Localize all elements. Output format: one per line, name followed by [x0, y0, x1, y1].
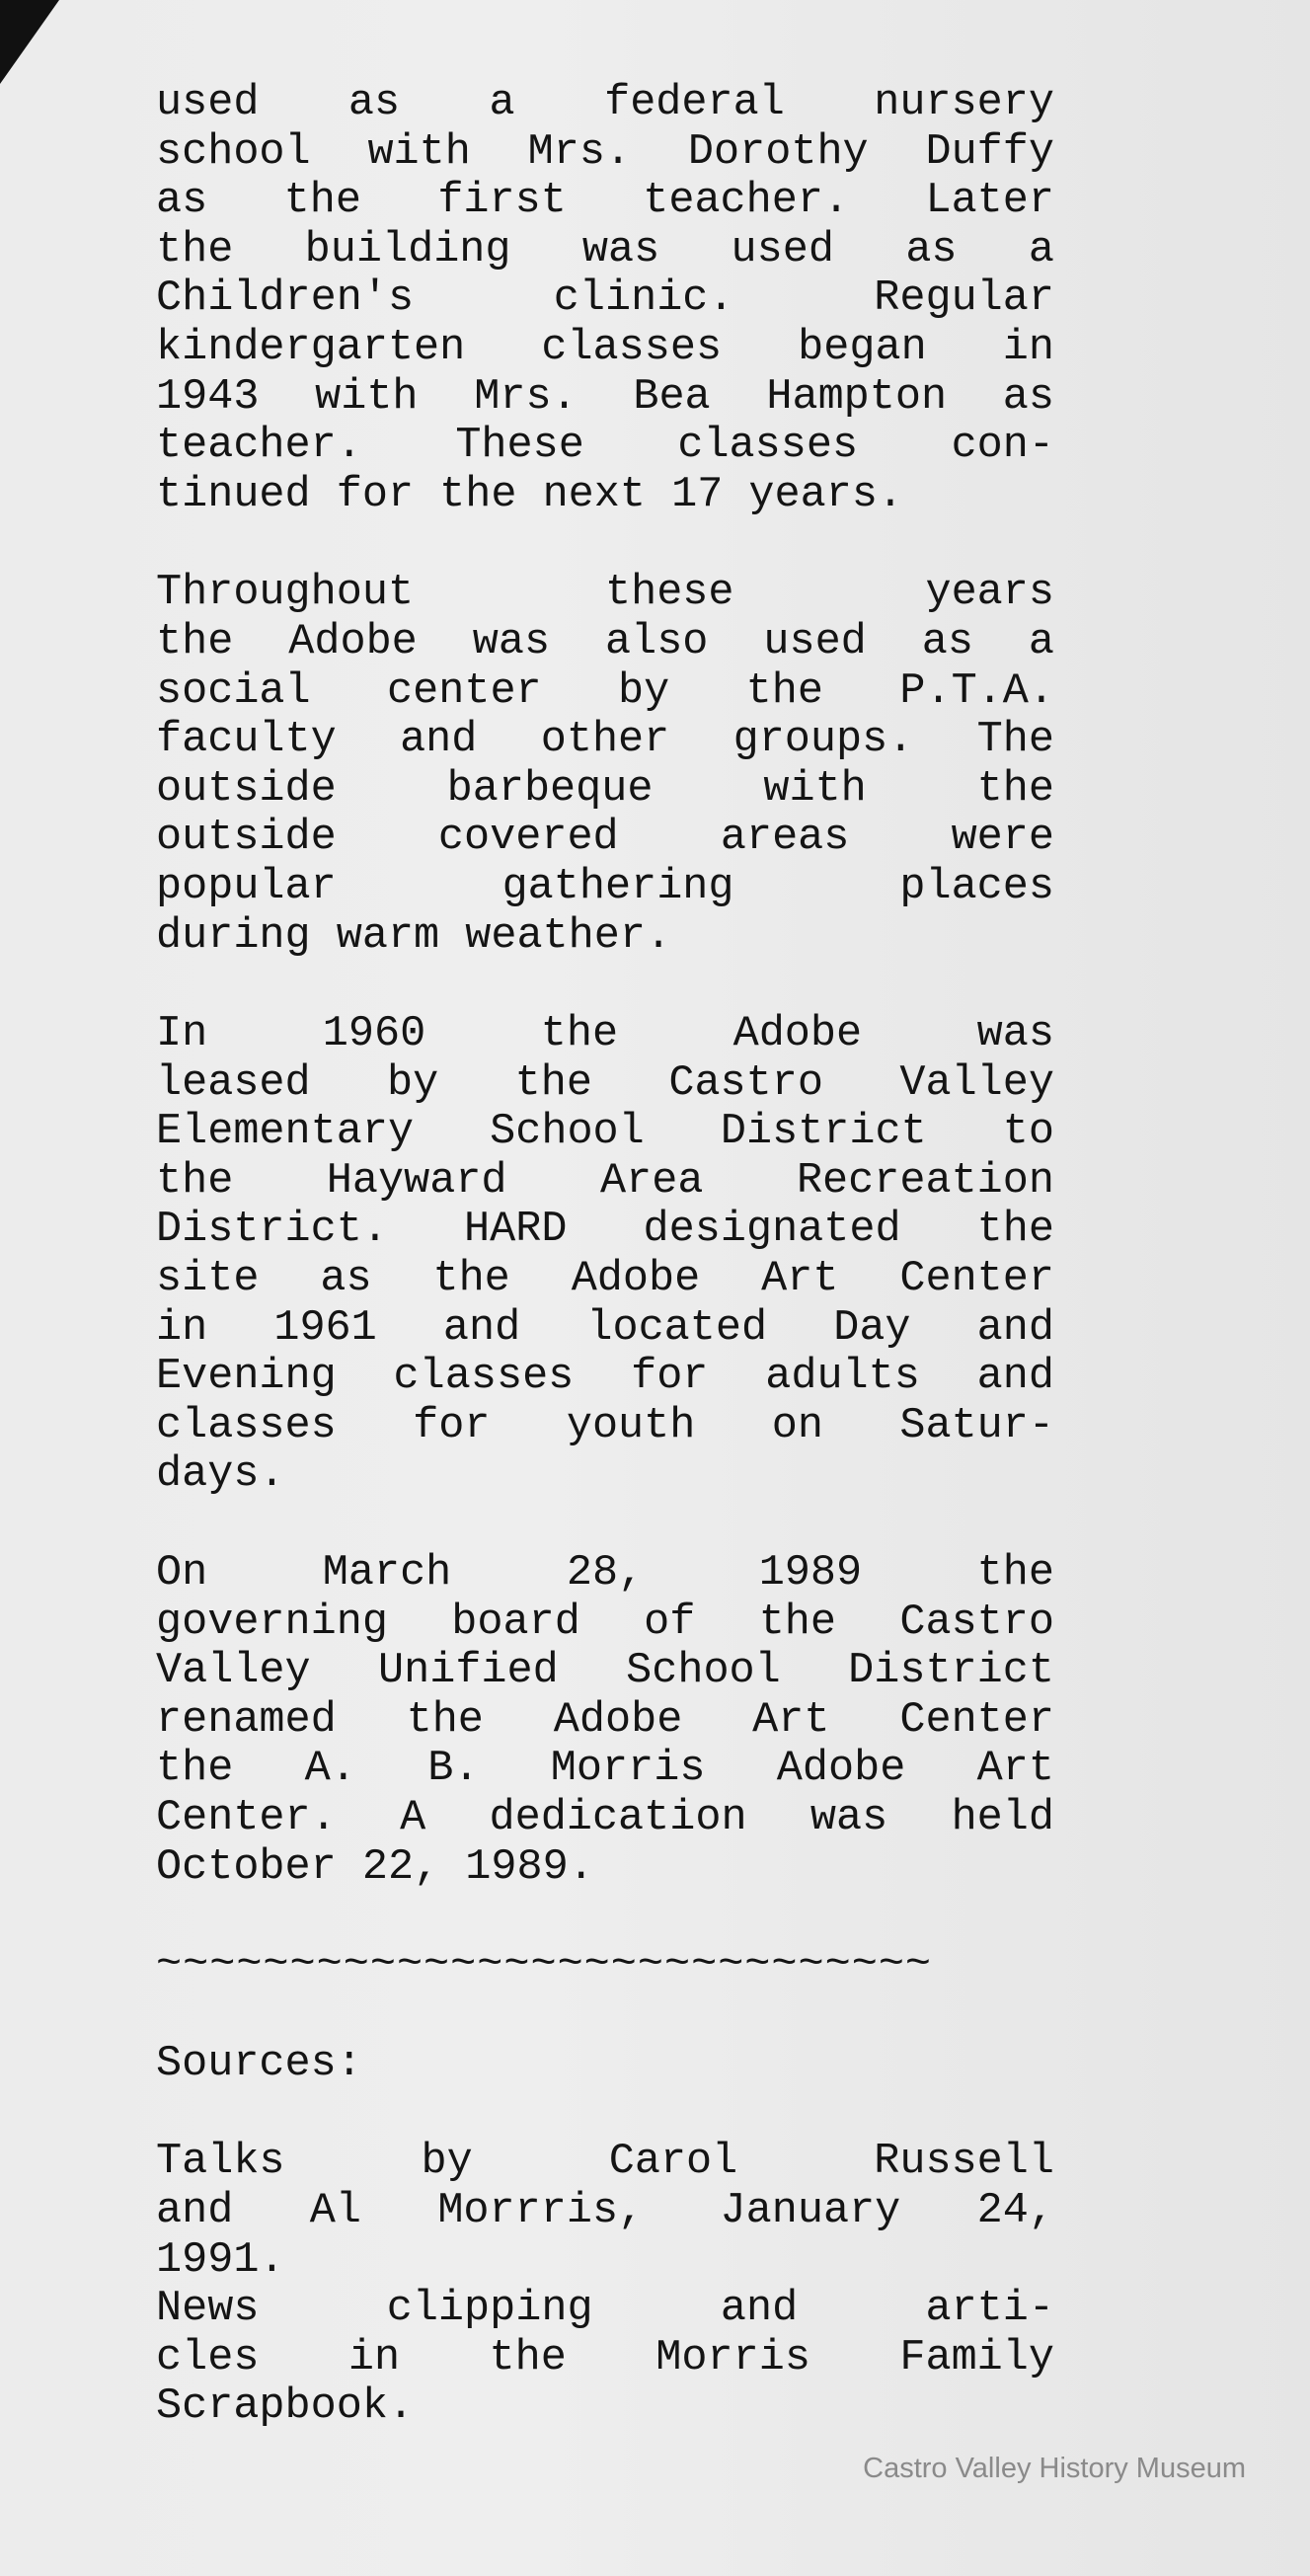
text-line: District. HARD designated the [156, 1206, 1054, 1255]
text-line: classes for youth on Satur- [156, 1401, 1054, 1450]
text-line: teacher. These classes con- [156, 422, 1054, 471]
text-line: On March 28, 1989 the [156, 1549, 1054, 1599]
text-line: renamed the Adobe Art Center [156, 1695, 1054, 1745]
text-line: days. [156, 1450, 285, 1500]
text-line: tinued for the next 17 years. [156, 470, 904, 519]
sources-heading: Sources: [156, 2039, 362, 2088]
text-line: leased by the Castro Valley [156, 1058, 1054, 1108]
museum-watermark: Castro Valley History Museum [863, 2453, 1246, 2484]
text-line: used as a federal nursery [156, 79, 1054, 127]
text-line: school with Mrs. Dorothy Duffy [156, 127, 1054, 177]
paragraph-social-center [156, 569, 1054, 961]
text-line: Scrapbook. [156, 2382, 415, 2432]
text-line: during warm weather. [156, 911, 672, 961]
text-line: the Hayward Area Recreation [156, 1156, 1054, 1206]
text-line: News clipping and arti- [156, 2285, 1054, 2334]
text-line: outside covered areas were [156, 814, 1054, 863]
text-line: cles in the Morris Family [156, 2333, 1054, 2382]
text-line: kindergarten classes began in [156, 323, 1054, 372]
text-line: the building was used as a [156, 225, 1054, 274]
text-line: Valley Unified School District [156, 1647, 1054, 1696]
text-line: 1991. [156, 2235, 285, 2285]
text-line: faculty and other groups. The [156, 716, 1054, 765]
text-line: in 1961 and located Day and [156, 1303, 1054, 1353]
text-line: October 22, 1989. [156, 1842, 594, 1892]
text-line: In 1960 the Adobe was [156, 1010, 1054, 1059]
paragraph-renaming [156, 1549, 1054, 1892]
text-line: the A. B. Morris Adobe Art [156, 1745, 1054, 1794]
text-line: 1943 with Mrs. Bea Hampton as [156, 372, 1054, 422]
source-entry-clippings [156, 2285, 1054, 2432]
text-line: Center. A dedication was held [156, 1794, 1054, 1842]
text-line: site as the Adobe Art Center [156, 1255, 1054, 1304]
text-line: Children's clinic. Regular [156, 274, 1054, 324]
paragraph-nursery-kindergarten [156, 79, 1054, 519]
source-entry-talks [156, 2138, 1054, 2285]
text-line: governing board of the Castro [156, 1598, 1054, 1647]
typed-text-column [156, 79, 1054, 2432]
text-line: outside barbeque with the [156, 764, 1054, 814]
scan-corner-shadow [0, 0, 59, 84]
text-line: Talks by Carol Russell [156, 2138, 1054, 2187]
text-line: as the first teacher. Later [156, 177, 1054, 226]
text-line: Evening classes for adults and [156, 1353, 1054, 1402]
text-line: Elementary School District to [156, 1108, 1054, 1157]
text-line: and Al Morrris, January 24, [156, 2186, 1054, 2235]
paragraph-hard-lease [156, 1010, 1054, 1500]
text-line: popular gathering places [156, 862, 1054, 911]
tilde-separator: ~~~~~~~~~~~~~~~~~~~~~~~~~~~~~ [156, 1941, 933, 1991]
text-line: Throughout these years [156, 569, 1054, 618]
text-line: social center by the P.T.A. [156, 666, 1054, 716]
text-line: the Adobe was also used as a [156, 617, 1054, 666]
